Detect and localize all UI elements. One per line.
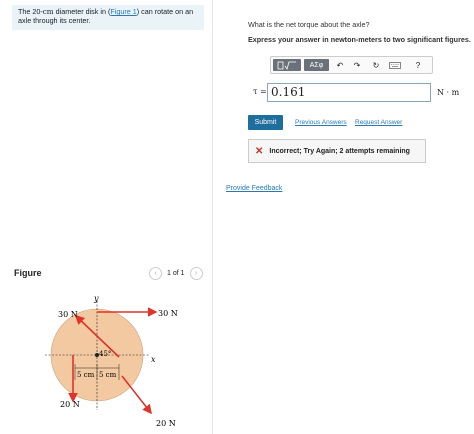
variable-label: τ = [253,87,267,96]
keyboard-icon[interactable] [388,59,402,71]
left-column [0,0,213,434]
figure-link[interactable]: Figure 1 [110,7,137,16]
previous-answers-link[interactable]: Previous Answers [295,119,347,126]
force-arrow-bottom-right [122,376,151,413]
feedback-text: Incorrect; Try Again; 2 attempts remaining [269,147,410,155]
help-button[interactable]: ? [415,60,421,70]
force-label-bottom-right: 20 N [156,419,176,428]
submit-button[interactable]: Submit [248,115,283,130]
force-label-bottom-left: 20 N [60,400,80,409]
chevron-right-icon[interactable]: › [190,267,203,280]
request-answer-link[interactable]: Request Answer [355,119,403,126]
figure-page: 1 of 1 [167,270,185,277]
force-label-top-right: 30 N [158,309,178,318]
answer-instruction: Express your answer in newton-meters to two significant figures. [248,35,471,44]
undo-icon[interactable]: ↶ [336,60,344,70]
redo-icon[interactable]: ↷ [353,60,361,70]
feedback-message [248,139,426,163]
provide-feedback-link[interactable]: Provide Feedback [226,185,283,192]
problem-text-2: diameter disk in ( [53,7,111,16]
answer-input[interactable]: 0.161 [267,83,431,102]
chevron-left-icon[interactable]: ‹ [149,267,162,280]
templates-icon[interactable] [273,59,301,71]
dimension-label-left: 5 cm [77,371,95,379]
answer-unit: N · m [437,88,460,97]
problem-unit: cm [42,7,54,16]
figure-title: Figure [14,268,42,278]
force-label-top-left: 30 N [58,310,78,319]
y-axis-label: y [94,294,99,303]
question-prompt: What is the net torque about the axle? [248,20,370,29]
torque-disk-figure [0,290,212,434]
math-toolbar [270,56,433,74]
problem-text: The 20- [18,7,43,16]
angle-label: 45° [99,350,112,358]
dimension-label-right: 5 cm [99,371,117,379]
x-icon: ✕ [255,145,264,157]
reset-icon[interactable]: ↻ [372,60,380,70]
problem-text-3: ) can rotate on an axle through its center. [18,7,194,25]
x-axis-label: x [151,355,156,364]
problem-statement [12,5,204,30]
symbols-button[interactable]: ΑΣφ [304,59,329,71]
figure-pager [149,267,203,280]
